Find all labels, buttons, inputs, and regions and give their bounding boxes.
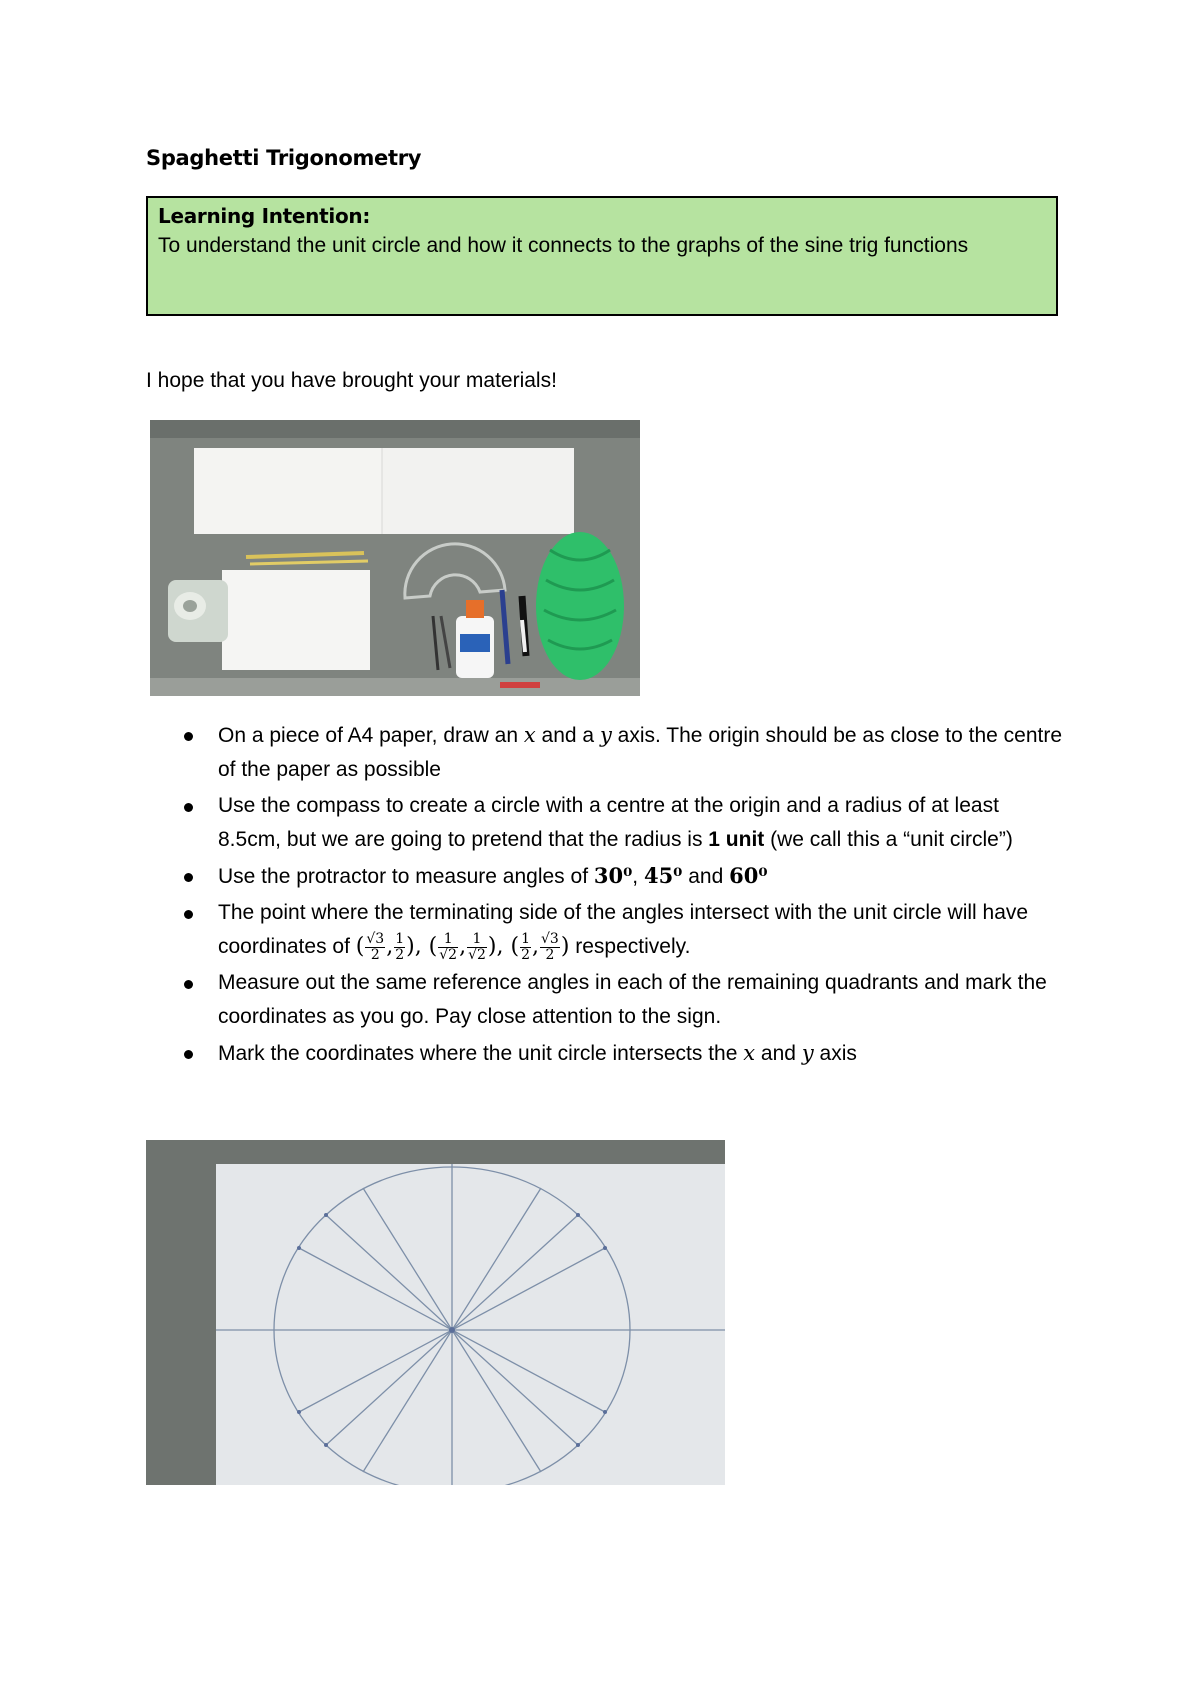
bullet-icon	[184, 910, 193, 919]
list-item: Use the compass to create a circle with a centre at the origin and a radius of at least 8.5cm, but we are going to pretend that the radius is 1 unit (we call this a “unit circle”)	[146, 789, 1066, 857]
intro-text: I hope that you have brought your materials!	[146, 369, 557, 392]
bullet-icon	[184, 732, 193, 741]
learning-intention-box	[146, 196, 1058, 316]
bullet-icon	[184, 873, 193, 882]
page-title: Spaghetti Trigonometry	[146, 146, 422, 170]
list-item: The point where the terminating side of the angles intersect with the unit circle will have coordinates of ( $\frac{√3}{2}$ , $\frac{1}{2}$ ), ( $\frac{1}{√2}$ , $\frac{1}{√2}$ ), ( $\frac{1}{2}$ , $\frac{√3}{2}$ ) respectively.	[146, 896, 1066, 964]
bullet-icon	[184, 803, 193, 812]
bullet-icon	[184, 980, 193, 989]
learning-intention-heading: Learning Intention:	[158, 204, 371, 228]
list-item: Use the protractor to measure angles of 30⁰, 45⁰ and 60⁰	[146, 859, 1066, 894]
list-item: On a piece of A4 paper, draw an x and a y axis. The origin should be as close to the centre of the paper as possible	[146, 718, 1066, 787]
materials-photo	[150, 420, 640, 696]
coordinates-expression: ( $\frac{√3}{2}$ , $\frac{1}{2}$ ), ( $\frac{1}{√2}$ , $\frac{1}{√2}$ ), ( $\frac{1}{2}$ , $\frac{√3}{2}$ )	[355, 930, 570, 963]
list-item: Measure out the same reference angles in each of the remaining quadrants and mark the coordinates as you go. Pay close attention to the sign.	[146, 966, 1066, 1034]
bullet-icon	[184, 1050, 193, 1059]
unit-circle-photo	[146, 1140, 725, 1485]
list-item: Mark the coordinates where the unit circle intersects the x and y axis	[146, 1036, 1066, 1071]
instruction-list	[146, 718, 1066, 1073]
learning-intention-text: To understand the unit circle and how it connects to the graphs of the sine trig functions	[158, 234, 969, 257]
